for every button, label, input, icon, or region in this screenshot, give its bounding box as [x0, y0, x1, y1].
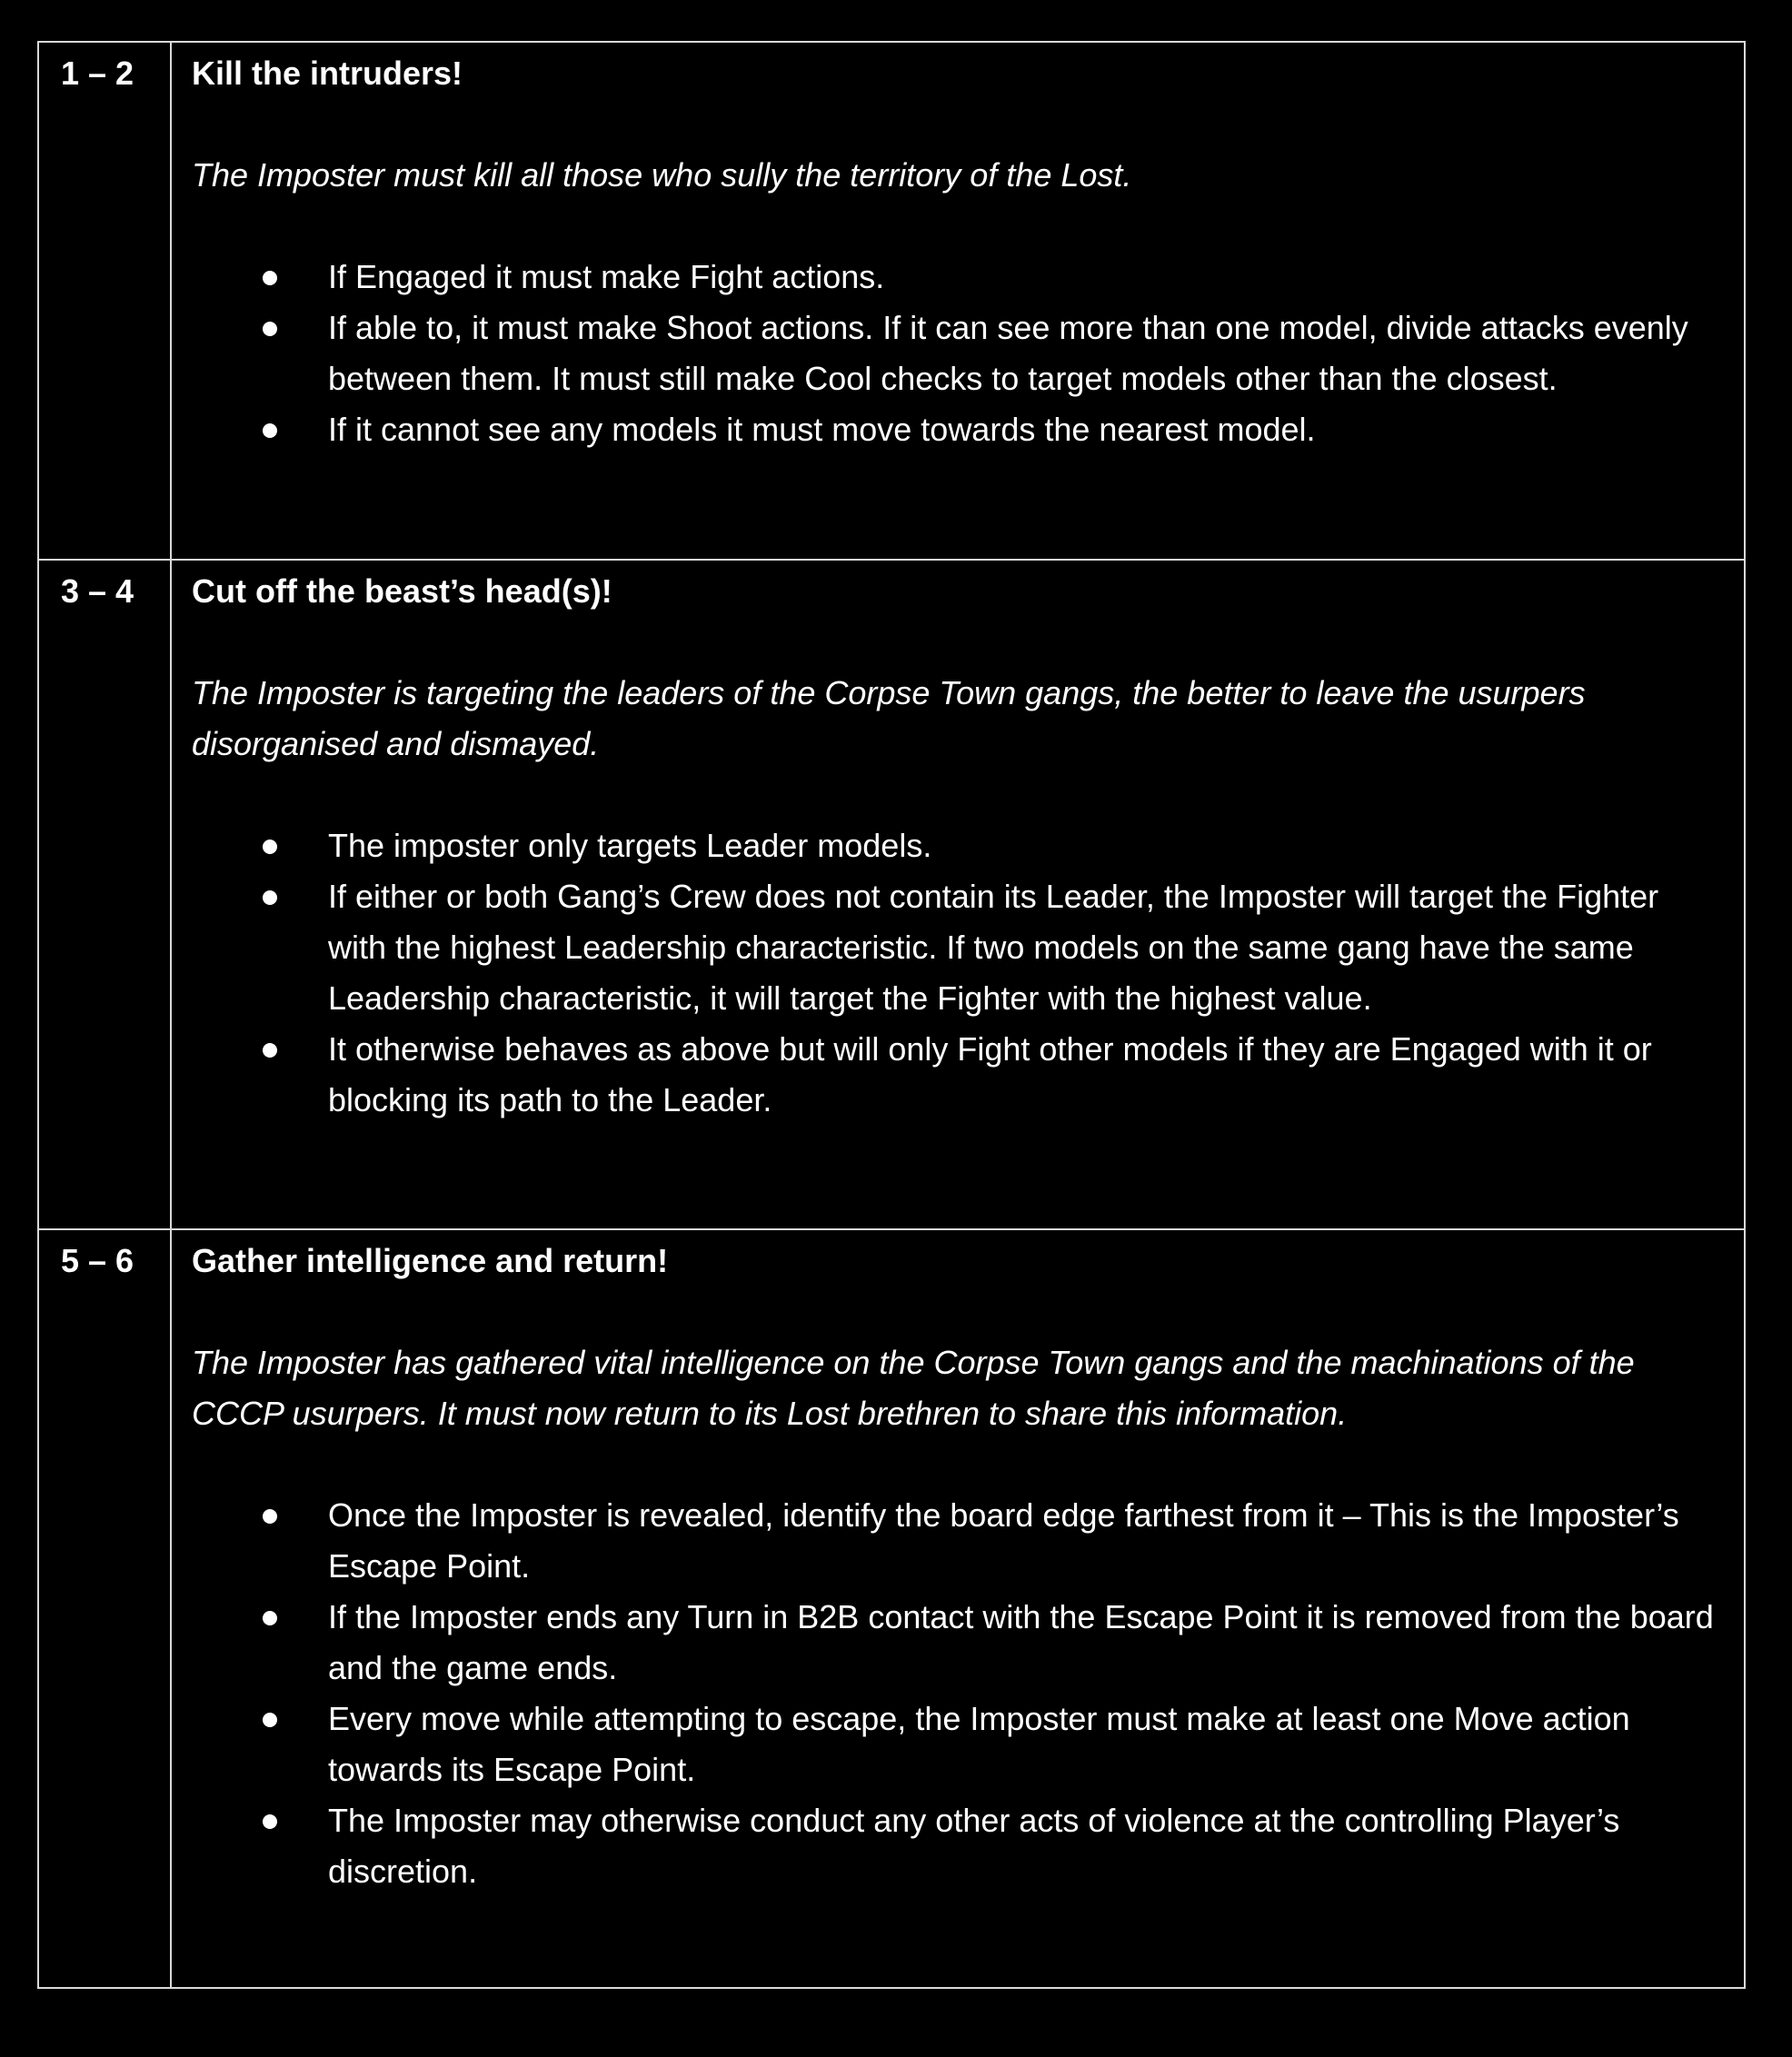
bullet-icon: [263, 1713, 277, 1727]
bullet-icon: [263, 271, 277, 285]
imposter-behaviour-table: [37, 41, 1746, 1989]
list-item: [192, 871, 1720, 1024]
list-item: [192, 1024, 1720, 1126]
list-item: [192, 1795, 1720, 1897]
bullet-icon: [263, 1509, 277, 1524]
bullet-icon: [263, 1043, 277, 1058]
rule-text: Once the Imposter is revealed, identify the board edge farthest from it – This is the Imposter’s Escape Point.: [328, 1496, 1679, 1585]
list-item: [192, 252, 1720, 303]
flavor-text: The Imposter has gathered vital intelligence on the Corpse Town gangs and the machinations of the CCCP usurpers. It must now return to its Lost brethren to share this information.: [192, 1344, 1635, 1432]
rule-text: If either or both Gang’s Crew does not contain its Leader, the Imposter will target the Fighter with the highest Leadership characteristic. If two models on the same gang have the same Leadership characteristic, it will target the Fighter with the highest value.: [328, 878, 1659, 1017]
rules-list: [192, 820, 1720, 1126]
flavor-text: The Imposter is targeting the leaders of the Corpse Town gangs, the better to leave the usurpers disorganised and dismayed.: [192, 674, 1586, 762]
roll-range: 1 – 2: [39, 43, 172, 559]
list-item: [192, 1490, 1720, 1592]
rule-text: Every move while attempting to escape, the Imposter must make at least one Move action towards its Escape Point.: [328, 1700, 1630, 1788]
bullet-icon: [263, 1611, 277, 1625]
row-content: [172, 43, 1744, 559]
table-row: [39, 1228, 1744, 1987]
rule-text: If it cannot see any models it must move towards the nearest model.: [328, 411, 1316, 448]
roll-range: 3 – 4: [39, 561, 172, 1228]
row-content: [172, 561, 1744, 1228]
rule-text: If the Imposter ends any Turn in B2B contact with the Escape Point it is removed from the board and the game ends.: [328, 1598, 1714, 1686]
bullet-icon: [263, 840, 277, 854]
rule-text: It otherwise behaves as above but will only Fight other models if they are Engaged with it or blocking its path to the Leader.: [328, 1030, 1652, 1118]
list-item: [192, 1592, 1720, 1694]
rules-list: [192, 252, 1720, 455]
list-item: [192, 303, 1720, 404]
bullet-icon: [263, 322, 277, 336]
row-title: Cut off the beast’s head(s)!: [192, 572, 612, 610]
row-title: Gather intelligence and return!: [192, 1242, 669, 1279]
row-title: Kill the intruders!: [192, 55, 463, 92]
rule-text: If Engaged it must make Fight actions.: [328, 258, 885, 295]
rules-list: [192, 1490, 1720, 1897]
table-row: [39, 43, 1744, 559]
bullet-icon: [263, 1814, 277, 1829]
flavor-text: The Imposter must kill all those who sully the territory of the Lost.: [192, 156, 1132, 194]
rule-text: The Imposter may otherwise conduct any other acts of violence at the controlling Player’s discretion.: [328, 1802, 1620, 1890]
table-row: [39, 559, 1744, 1228]
list-item: [192, 404, 1720, 455]
roll-range: 5 – 6: [39, 1230, 172, 1987]
list-item: [192, 1694, 1720, 1795]
row-content: [172, 1230, 1744, 1987]
bullet-icon: [263, 890, 277, 905]
bullet-icon: [263, 423, 277, 438]
list-item: [192, 820, 1720, 871]
rule-text: The imposter only targets Leader models.: [328, 827, 932, 864]
rule-text: If able to, it must make Shoot actions. If it can see more than one model, divide attacks evenly between them. It must still make Cool checks to target models other than the closest.: [328, 309, 1688, 397]
